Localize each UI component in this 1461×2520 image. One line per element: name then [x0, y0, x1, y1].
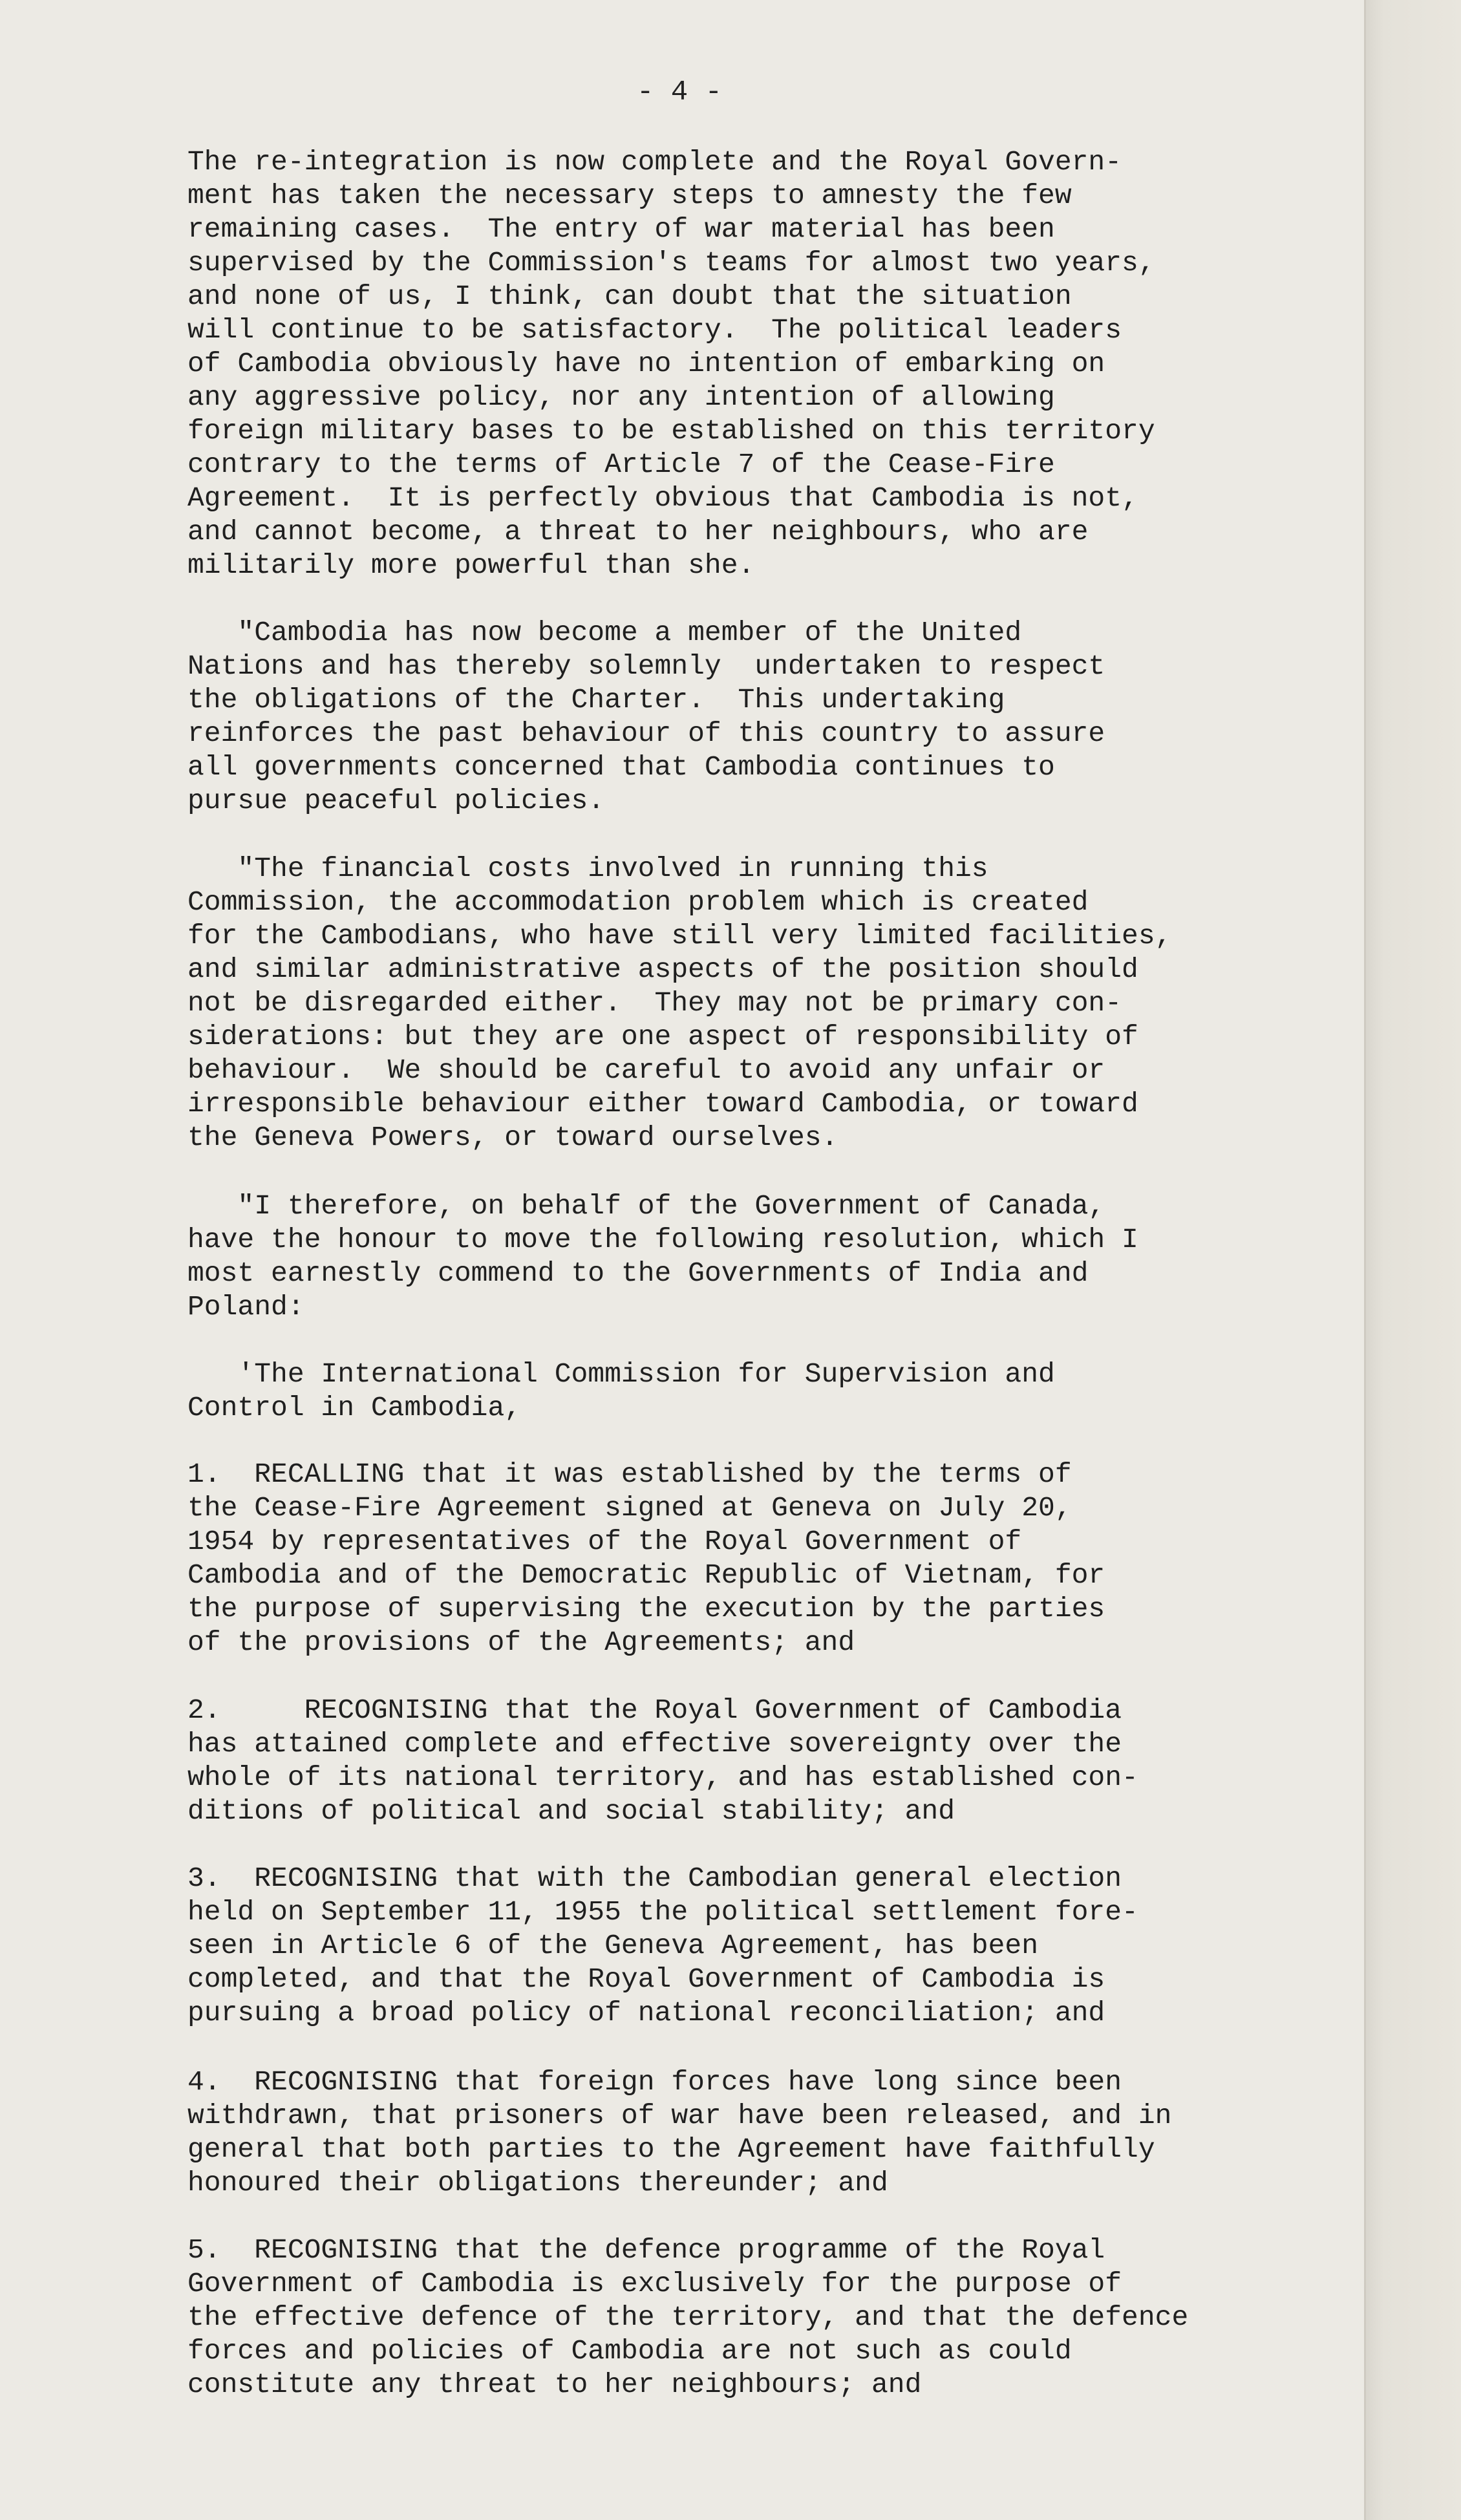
- text-line: militarily more powerful than she.: [187, 550, 755, 581]
- text-line: siderations: but they are one aspect of responsibility of: [187, 1021, 1138, 1052]
- adjacent-page-edge: [1364, 0, 1461, 2520]
- text-line: the obligations of the Charter. This undertaking: [187, 684, 1005, 716]
- paragraph-financial-costs: [187, 852, 1171, 1155]
- text-line: Government of Cambodia is exclusively for the purpose of: [187, 2268, 1122, 2300]
- text-line: of Cambodia obviously have no intention of embarking on: [187, 348, 1105, 379]
- text-line: held on September 11, 1955 the political settlement fore-: [187, 1896, 1138, 1928]
- text-line: Commission, the accommodation problem which is created: [187, 886, 1089, 918]
- text-line: the Cease-Fire Agreement signed at Geneva on July 20,: [187, 1492, 1072, 1524]
- paragraph-un-membership: [187, 616, 1105, 818]
- text-line: "I therefore, on behalf of the Government of Canada,: [187, 1190, 1105, 1222]
- text-line: the Geneva Powers, or toward ourselves.: [187, 1122, 838, 1153]
- text-line: Agreement. It is perfectly obvious that Cambodia is not,: [187, 482, 1138, 514]
- text-line: whole of its national territory, and has established con-: [187, 1762, 1138, 1793]
- text-line: Control in Cambodia,: [187, 1392, 522, 1424]
- text-line: Poland:: [187, 1291, 304, 1323]
- text-line: ment has taken the necessary steps to amnesty the few: [187, 180, 1072, 211]
- text-line: behaviour. We should be careful to avoid any unfair or: [187, 1054, 1105, 1086]
- page-number: - 4 -: [637, 76, 723, 109]
- text-line: 5. RECOGNISING that the defence programme of the Royal: [187, 2234, 1105, 2266]
- text-line: and similar administrative aspects of the position should: [187, 954, 1138, 985]
- paragraph-resolution-intro: [187, 1190, 1138, 1324]
- text-line: contrary to the terms of Article 7 of the Cease-Fire: [187, 449, 1055, 480]
- paragraph-commission-heading: [187, 1358, 1055, 1425]
- text-line: will continue to be satisfactory. The political leaders: [187, 314, 1122, 346]
- text-line: reinforces the past behaviour of this country to assure: [187, 718, 1105, 749]
- text-line: and none of us, I think, can doubt that the situation: [187, 281, 1072, 312]
- text-line: 1. RECALLING that it was established by the terms of: [187, 1458, 1072, 1490]
- text-line: pursuing a broad policy of national reconciliation; and: [187, 1997, 1105, 2029]
- text-line: of the provisions of the Agreements; and: [187, 1627, 855, 1658]
- clause-2-recognising: [187, 1694, 1138, 1828]
- text-line: constitute any threat to her neighbours; and: [187, 2369, 922, 2400]
- text-line: supervised by the Commission's teams for almost two years,: [187, 247, 1155, 279]
- text-line: honoured their obligations thereunder; and: [187, 2167, 888, 2199]
- text-line: remaining cases. The entry of war material has been: [187, 213, 1055, 245]
- text-line: and cannot become, a threat to her neighbours, who are: [187, 516, 1089, 548]
- paragraph-reintegration: [187, 145, 1155, 582]
- text-line: "Cambodia has now become a member of the United: [187, 617, 1022, 648]
- text-line: not be disregarded either. They may not be primary con-: [187, 987, 1122, 1019]
- text-line: Cambodia and of the Democratic Republic of Vietnam, for: [187, 1559, 1105, 1591]
- text-line: most earnestly commend to the Governments of India and: [187, 1257, 1089, 1289]
- text-line: seen in Article 6 of the Geneva Agreement, has been: [187, 1930, 1039, 1961]
- text-line: the effective defence of the territory, and that the defence: [187, 2301, 1189, 2333]
- text-line: "The financial costs involved in running this: [187, 853, 988, 884]
- text-line: forces and policies of Cambodia are not such as could: [187, 2335, 1072, 2367]
- text-line: general that both parties to the Agreement have faithfully: [187, 2133, 1155, 2165]
- clause-1-recalling: [187, 1458, 1105, 1660]
- text-line: all governments concerned that Cambodia continues to: [187, 751, 1055, 783]
- text-line: irresponsible behaviour either toward Cambodia, or toward: [187, 1088, 1138, 1120]
- text-line: has attained complete and effective sovereignty over the: [187, 1728, 1122, 1760]
- text-line: 4. RECOGNISING that foreign forces have long since been: [187, 2066, 1122, 2098]
- text-line: foreign military bases to be established on this territory: [187, 415, 1155, 447]
- text-line: the purpose of supervising the execution by the parties: [187, 1593, 1105, 1625]
- text-line: 3. RECOGNISING that with the Cambodian general election: [187, 1863, 1122, 1894]
- text-line: Nations and has thereby solemnly undertaken to respect: [187, 650, 1105, 682]
- text-line: The re-integration is now complete and the Royal Govern-: [187, 146, 1122, 178]
- text-line: 'The International Commission for Supervision and: [187, 1358, 1055, 1390]
- clause-4-recognising: [187, 2066, 1171, 2200]
- text-line: withdrawn, that prisoners of war have been released, and in: [187, 2100, 1172, 2131]
- text-line: pursue peaceful policies.: [187, 785, 605, 817]
- text-line: ditions of political and social stability; and: [187, 1795, 955, 1827]
- clause-5-recognising: [187, 2234, 1188, 2402]
- text-line: 1954 by representatives of the Royal Government of: [187, 1526, 1022, 1557]
- text-line: have the honour to move the following resolution, which I: [187, 1224, 1138, 1255]
- text-line: 2. RECOGNISING that the Royal Government of Cambodia: [187, 1694, 1122, 1726]
- text-line: for the Cambodians, who have still very limited facilities,: [187, 920, 1172, 952]
- text-line: completed, and that the Royal Government of Cambodia is: [187, 1963, 1105, 1995]
- clause-3-recognising: [187, 1862, 1138, 2030]
- text-line: any aggressive policy, nor any intention of allowing: [187, 381, 1055, 413]
